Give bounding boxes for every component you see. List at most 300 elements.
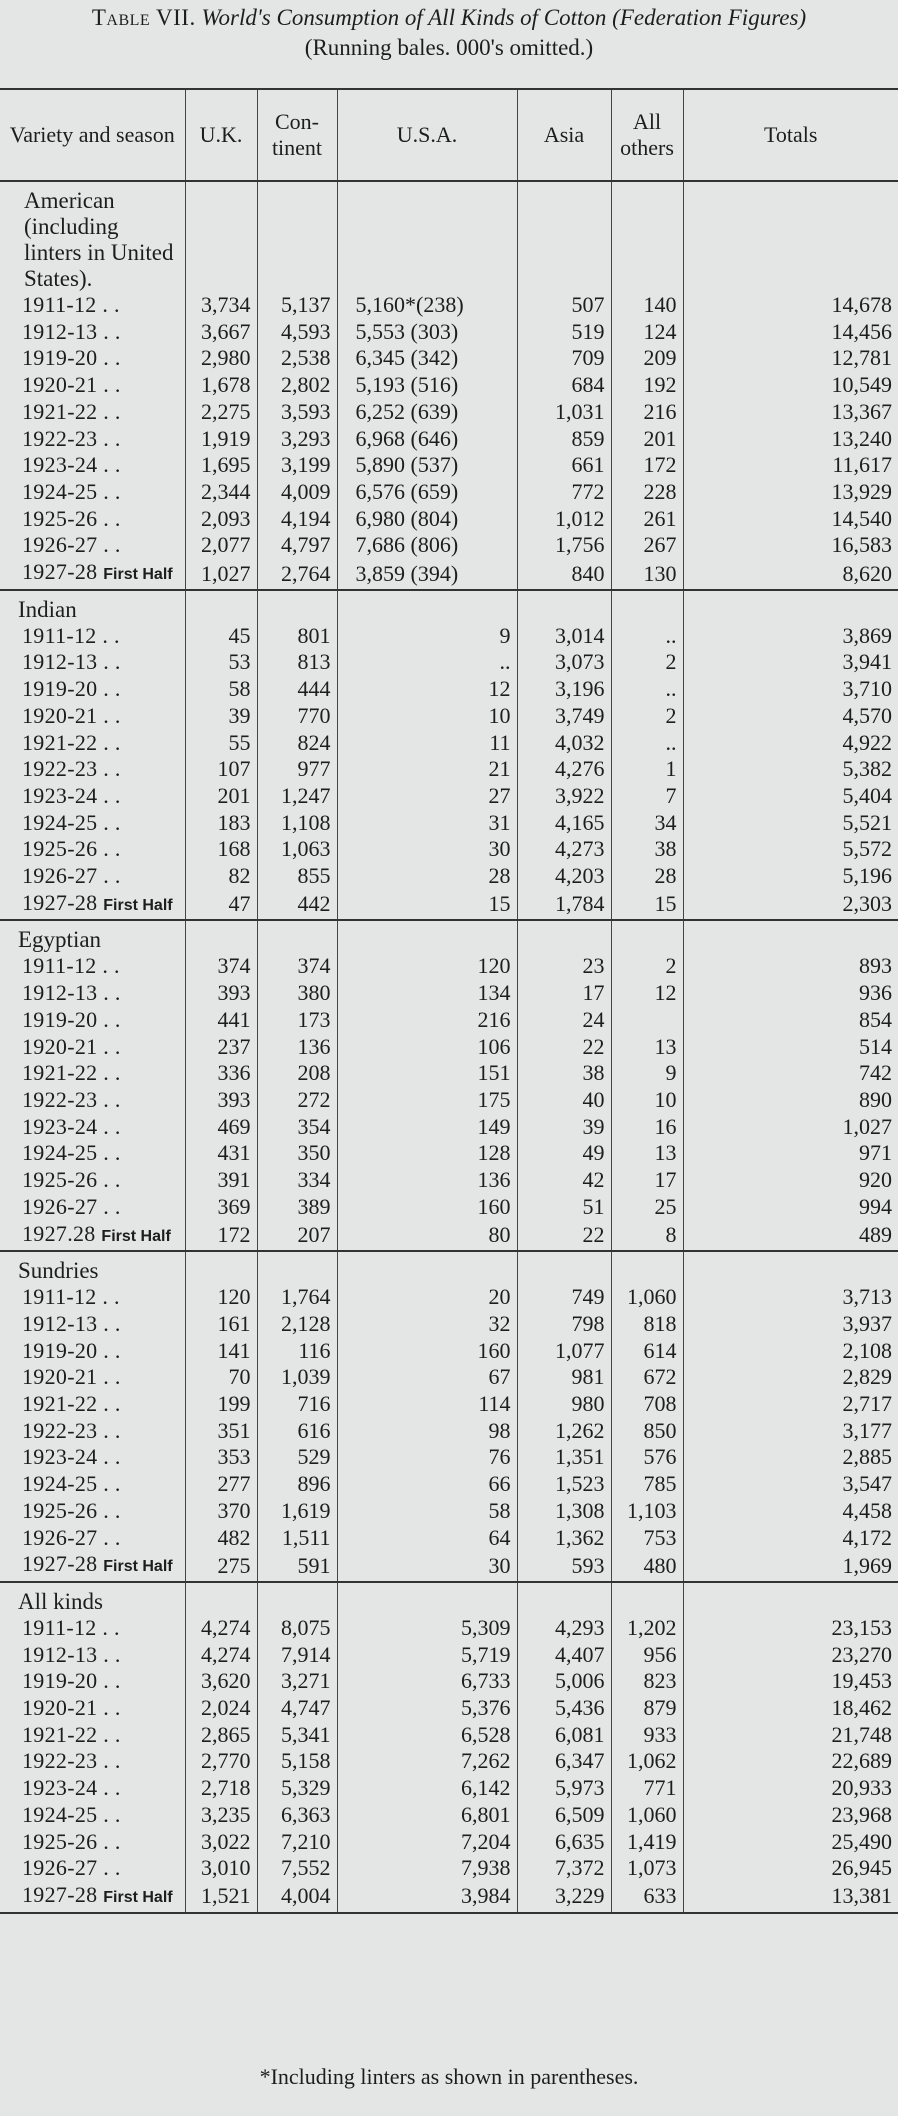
continent-cell: 5,137: [257, 292, 337, 319]
asia-cell: 4,293: [517, 1615, 611, 1642]
table-row: [0, 980, 898, 1007]
totals-cell: 994: [683, 1194, 898, 1221]
season-value: 1921-22: [22, 1391, 98, 1417]
asia-cell: 42: [517, 1167, 611, 1194]
first-half-label: First Half: [103, 566, 173, 584]
season-value: 1926-27: [22, 1524, 98, 1550]
season-value: 1926-27: [22, 532, 98, 558]
usa-cell: 15: [337, 890, 517, 921]
continent-cell: 334: [257, 1167, 337, 1194]
season-cell: 1925-26 . .: [22, 836, 121, 862]
totals-cell: 12,781: [683, 345, 898, 372]
table-row: [0, 756, 898, 783]
totals-cell: 16,583: [683, 532, 898, 559]
asia-cell: 593: [517, 1551, 611, 1582]
uk-cell: 237: [185, 1034, 257, 1061]
season-value: 1927-28: [22, 559, 98, 585]
continent-cell: 5,329: [257, 1775, 337, 1802]
continent-cell: 813: [257, 649, 337, 676]
asia-cell: 4,273: [517, 836, 611, 863]
asia-cell: 1,362: [517, 1525, 611, 1552]
group-name: Sundries: [0, 1251, 185, 1284]
uk-cell: 45: [185, 623, 257, 650]
asia-cell: 1,012: [517, 506, 611, 533]
continent-cell: 116: [257, 1338, 337, 1365]
table-body: [0, 181, 898, 1913]
usa-cell: 32: [337, 1311, 517, 1338]
table-row: [0, 676, 898, 703]
others-cell: 2: [611, 703, 683, 730]
group-header-blank: [185, 920, 257, 953]
season-cell: 1922-23 . .: [22, 756, 121, 782]
uk-cell: 141: [185, 1338, 257, 1365]
uk-cell: 3,667: [185, 319, 257, 346]
totals-cell: 14,456: [683, 319, 898, 346]
table-row: [0, 1802, 898, 1829]
usa-cell: 6,980 (804): [337, 506, 517, 533]
season-value: 1919-20: [22, 1006, 98, 1032]
asia-cell: 1,308: [517, 1498, 611, 1525]
usa-cell: 98: [337, 1418, 517, 1445]
continent-cell: 4,797: [257, 532, 337, 559]
usa-cell: 76: [337, 1444, 517, 1471]
asia-cell: 3,196: [517, 676, 611, 703]
season-cell: 1912-13 . .: [22, 1310, 121, 1336]
usa-cell: 28: [337, 863, 517, 890]
group-header-blank: [517, 1582, 611, 1615]
season-value: 1919-20: [22, 345, 98, 371]
usa-cell: 10: [337, 703, 517, 730]
header-uk: U.K.: [185, 89, 257, 181]
season-value: 1927-28: [22, 1551, 98, 1577]
continent-cell: 529: [257, 1444, 337, 1471]
group-name: All kinds: [0, 1582, 185, 1615]
continent-cell: 4,593: [257, 319, 337, 346]
usa-cell: 30: [337, 836, 517, 863]
season-value: 1922-23: [22, 1748, 98, 1774]
uk-cell: 53: [185, 649, 257, 676]
uk-cell: 39: [185, 703, 257, 730]
uk-cell: 275: [185, 1551, 257, 1582]
group-header-row: [0, 1251, 898, 1284]
group-header-blank: [683, 181, 898, 292]
others-cell: 2: [611, 953, 683, 980]
season-cell: 1919-20 . .: [22, 1337, 121, 1363]
season-value: 1911-12: [22, 292, 97, 317]
season-value: 1922-23: [22, 1417, 98, 1443]
table-row: [0, 1060, 898, 1087]
group-name: American (including linters in United States).: [24, 188, 174, 291]
uk-cell: 120: [185, 1284, 257, 1311]
usa-cell: 6,252 (639): [337, 399, 517, 426]
usa-cell: 31: [337, 810, 517, 837]
uk-cell: 2,344: [185, 479, 257, 506]
season-cell: [0, 890, 185, 921]
others-cell: 614: [611, 1338, 683, 1365]
totals-cell: 971: [683, 1140, 898, 1167]
others-cell: 25: [611, 1194, 683, 1221]
season-cell: 1924-25 . .: [22, 1471, 121, 1497]
totals-cell: 3,937: [683, 1311, 898, 1338]
totals-cell: 3,941: [683, 649, 898, 676]
totals-cell: 10,549: [683, 372, 898, 399]
continent-cell: 4,747: [257, 1695, 337, 1722]
usa-cell: 6,528: [337, 1722, 517, 1749]
table-row: [0, 1498, 898, 1525]
totals-cell: 489: [683, 1221, 898, 1252]
others-cell: 576: [611, 1444, 683, 1471]
totals-cell: 936: [683, 980, 898, 1007]
group-header-blank: [517, 920, 611, 953]
others-cell: 216: [611, 399, 683, 426]
table-row: [0, 810, 898, 837]
table-subtitle: (Running bales. 000's omitted.): [304, 35, 594, 60]
header-asia: Asia: [517, 89, 611, 181]
season-cell: 1921-22 . .: [22, 729, 121, 755]
usa-cell: 5,719: [337, 1642, 517, 1669]
usa-cell: 11: [337, 730, 517, 757]
uk-cell: 199: [185, 1391, 257, 1418]
uk-cell: 2,024: [185, 1695, 257, 1722]
season-cell: 1925-26 . .: [22, 1167, 121, 1193]
uk-cell: 3,734: [185, 292, 257, 319]
season-cell: 1922-23 . .: [22, 1086, 121, 1112]
season-cell: 1924-25 . .: [22, 1140, 121, 1166]
continent-cell: 272: [257, 1087, 337, 1114]
continent-cell: 136: [257, 1034, 337, 1061]
table-row: [0, 649, 898, 676]
asia-cell: 38: [517, 1060, 611, 1087]
others-cell: 261: [611, 506, 683, 533]
season-value: 1925-26: [22, 505, 98, 531]
season-cell: 1926-27 . .: [22, 532, 121, 558]
continent-cell: 591: [257, 1551, 337, 1582]
group-header-blank: [337, 1582, 517, 1615]
others-cell: 1,419: [611, 1829, 683, 1856]
table-row: [0, 559, 898, 590]
asia-cell: 5,436: [517, 1695, 611, 1722]
continent-cell: 3,293: [257, 426, 337, 453]
totals-cell: 20,933: [683, 1775, 898, 1802]
season-cell: 1919-20 . .: [22, 1668, 121, 1694]
group-header-blank: [517, 590, 611, 623]
first-half-label: First Half: [101, 1227, 171, 1245]
season-value: 1923-24: [22, 1113, 98, 1139]
continent-cell: 3,199: [257, 452, 337, 479]
asia-cell: 6,081: [517, 1722, 611, 1749]
continent-cell: 374: [257, 953, 337, 980]
season-value: 1925-26: [22, 1828, 98, 1854]
table-row: [0, 1418, 898, 1445]
usa-cell: 9: [337, 623, 517, 650]
usa-cell: 6,345 (342): [337, 345, 517, 372]
others-cell: 879: [611, 1695, 683, 1722]
continent-cell: 2,802: [257, 372, 337, 399]
season-value: 1912-13: [22, 1641, 98, 1667]
season-value: 1923-24: [22, 1775, 98, 1801]
others-cell: [611, 1007, 683, 1034]
continent-cell: 1,247: [257, 783, 337, 810]
uk-cell: 482: [185, 1525, 257, 1552]
table-row: [0, 1748, 898, 1775]
usa-cell: 67: [337, 1364, 517, 1391]
continent-cell: 716: [257, 1391, 337, 1418]
others-cell: 9: [611, 1060, 683, 1087]
season-value: 1925-26: [22, 836, 98, 862]
season-cell: 1926-27 . .: [22, 863, 121, 889]
table-row: [0, 1140, 898, 1167]
group-header-blank: [257, 181, 337, 292]
totals-cell: 11,617: [683, 452, 898, 479]
group-header-blank: [257, 1251, 337, 1284]
table-row: [0, 345, 898, 372]
season-cell: 1924-25 . .: [22, 478, 121, 504]
group-header-blank: [337, 920, 517, 953]
asia-cell: 840: [517, 559, 611, 590]
totals-cell: 23,968: [683, 1802, 898, 1829]
totals-cell: 1,969: [683, 1551, 898, 1582]
group-header-blank: [683, 1582, 898, 1615]
season-cell: 1926-27 . .: [22, 1524, 121, 1550]
others-cell: 209: [611, 345, 683, 372]
table-row: [0, 506, 898, 533]
table-row: [0, 1311, 898, 1338]
uk-cell: 336: [185, 1060, 257, 1087]
season-cell: 1911-12 . .: [22, 622, 120, 648]
season-value: 1926-27: [22, 863, 98, 889]
totals-cell: 5,382: [683, 756, 898, 783]
usa-cell: 27: [337, 783, 517, 810]
asia-cell: 661: [517, 452, 611, 479]
usa-cell: 128: [337, 1140, 517, 1167]
table-row: [0, 426, 898, 453]
continent-cell: 977: [257, 756, 337, 783]
asia-cell: 5,006: [517, 1668, 611, 1695]
group-header-blank: [517, 181, 611, 292]
group-header-blank: [611, 1582, 683, 1615]
totals-cell: 14,678: [683, 292, 898, 319]
uk-cell: 2,093: [185, 506, 257, 533]
season-value: 1919-20: [22, 676, 98, 702]
uk-cell: 351: [185, 1418, 257, 1445]
totals-cell: 854: [683, 1007, 898, 1034]
season-cell: 1926-27 . .: [22, 1193, 121, 1219]
season-value: 1926-27: [22, 1855, 98, 1881]
asia-cell: 507: [517, 292, 611, 319]
continent-cell: 354: [257, 1114, 337, 1141]
totals-cell: 3,547: [683, 1471, 898, 1498]
usa-cell: 3,859 (394): [337, 559, 517, 590]
others-cell: 933: [611, 1722, 683, 1749]
group-header-blank: [185, 1582, 257, 1615]
table-row: [0, 479, 898, 506]
asia-cell: 798: [517, 1311, 611, 1338]
totals-cell: 3,713: [683, 1284, 898, 1311]
usa-cell: 151: [337, 1060, 517, 1087]
table-row: [0, 1855, 898, 1882]
others-cell: 1: [611, 756, 683, 783]
continent-cell: 4,009: [257, 479, 337, 506]
others-cell: 672: [611, 1364, 683, 1391]
totals-cell: 2,108: [683, 1338, 898, 1365]
others-cell: ..: [611, 676, 683, 703]
season-value: 1924-25: [22, 809, 98, 835]
asia-cell: 1,262: [517, 1418, 611, 1445]
asia-cell: 40: [517, 1087, 611, 1114]
usa-cell: 21: [337, 756, 517, 783]
continent-cell: 3,271: [257, 1668, 337, 1695]
usa-cell: 5,890 (537): [337, 452, 517, 479]
others-cell: 633: [611, 1882, 683, 1913]
uk-cell: 161: [185, 1311, 257, 1338]
usa-cell: 7,204: [337, 1829, 517, 1856]
others-cell: 228: [611, 479, 683, 506]
season-cell: 1921-22 . .: [22, 1721, 121, 1747]
asia-cell: 1,031: [517, 399, 611, 426]
asia-cell: 3,014: [517, 623, 611, 650]
continent-cell: 855: [257, 863, 337, 890]
uk-cell: 3,010: [185, 1855, 257, 1882]
asia-cell: 980: [517, 1391, 611, 1418]
asia-cell: 3,073: [517, 649, 611, 676]
usa-cell: 6,142: [337, 1775, 517, 1802]
asia-cell: 51: [517, 1194, 611, 1221]
table-row: [0, 1034, 898, 1061]
uk-cell: 70: [185, 1364, 257, 1391]
usa-cell: 30: [337, 1551, 517, 1582]
season-value: 1919-20: [22, 1337, 98, 1363]
season-value: 1923-24: [22, 782, 98, 808]
season-value: 1927-28: [22, 1881, 98, 1907]
others-cell: 13: [611, 1034, 683, 1061]
table-row: [0, 1471, 898, 1498]
asia-cell: 4,276: [517, 756, 611, 783]
totals-cell: 13,240: [683, 426, 898, 453]
totals-cell: 893: [683, 953, 898, 980]
others-cell: 1,103: [611, 1498, 683, 1525]
table-name: World's Consumption of All Kinds of Cotton (Federation Figures): [201, 5, 807, 30]
others-cell: 753: [611, 1525, 683, 1552]
uk-cell: 353: [185, 1444, 257, 1471]
season-cell: 1912-13 . .: [22, 980, 121, 1006]
group-header-blank: [611, 590, 683, 623]
season-value: 1912-13: [22, 318, 98, 344]
season-value: 1926-27: [22, 1193, 98, 1219]
others-cell: 17: [611, 1167, 683, 1194]
table-row: [0, 1668, 898, 1695]
table-row: [0, 1284, 898, 1311]
usa-cell: 120: [337, 953, 517, 980]
season-cell: 1919-20 . .: [22, 676, 121, 702]
group-header-blank: [683, 920, 898, 953]
group-header-blank: [611, 181, 683, 292]
table-row: [0, 1114, 898, 1141]
table-row: [0, 1007, 898, 1034]
others-cell: 10: [611, 1087, 683, 1114]
season-value: 1921-22: [22, 1060, 98, 1086]
others-cell: 1,073: [611, 1855, 683, 1882]
season-cell: 1923-24 . .: [22, 452, 121, 478]
asia-cell: 39: [517, 1114, 611, 1141]
usa-cell: 114: [337, 1391, 517, 1418]
uk-cell: 172: [185, 1221, 257, 1252]
usa-cell: 7,686 (806): [337, 532, 517, 559]
season-value: 1920-21: [22, 702, 98, 728]
season-cell: 1922-23 . .: [22, 1748, 121, 1774]
usa-cell: 106: [337, 1034, 517, 1061]
season-cell: 1921-22 . .: [22, 398, 121, 424]
continent-cell: 207: [257, 1221, 337, 1252]
totals-cell: 3,869: [683, 623, 898, 650]
continent-cell: 2,128: [257, 1311, 337, 1338]
uk-cell: 1,521: [185, 1882, 257, 1913]
season-value: 1920-21: [22, 1364, 98, 1390]
table-row: [0, 1087, 898, 1114]
continent-cell: 5,158: [257, 1748, 337, 1775]
season-cell: 1923-24 . .: [22, 1113, 121, 1139]
usa-cell: 5,193 (516): [337, 372, 517, 399]
usa-cell: 6,733: [337, 1668, 517, 1695]
asia-cell: 1,784: [517, 890, 611, 921]
totals-cell: 2,885: [683, 1444, 898, 1471]
others-cell: 708: [611, 1391, 683, 1418]
group-header-blank: [337, 590, 517, 623]
usa-cell: 12: [337, 676, 517, 703]
table-row: [0, 1391, 898, 1418]
continent-cell: 6,363: [257, 1802, 337, 1829]
header-variety-season: Variety and season: [0, 89, 185, 181]
asia-cell: 772: [517, 479, 611, 506]
group-header-blank: [185, 1251, 257, 1284]
season-value: 1921-22: [22, 398, 98, 424]
asia-cell: 6,347: [517, 1748, 611, 1775]
group-header-blank: [337, 181, 517, 292]
totals-cell: 742: [683, 1060, 898, 1087]
asia-cell: 519: [517, 319, 611, 346]
uk-cell: 1,027: [185, 559, 257, 590]
usa-cell: ..: [337, 649, 517, 676]
uk-cell: 431: [185, 1140, 257, 1167]
totals-cell: 2,717: [683, 1391, 898, 1418]
uk-cell: 277: [185, 1471, 257, 1498]
continent-cell: 208: [257, 1060, 337, 1087]
others-cell: 201: [611, 426, 683, 453]
others-cell: 38: [611, 836, 683, 863]
asia-cell: 6,509: [517, 1802, 611, 1829]
others-cell: 12: [611, 980, 683, 1007]
uk-cell: 441: [185, 1007, 257, 1034]
uk-cell: 183: [185, 810, 257, 837]
group-header-blank: [517, 1251, 611, 1284]
season-cell: 1924-25 . .: [22, 809, 121, 835]
consumption-table: [0, 88, 898, 1914]
season-cell: 1921-22 . .: [22, 1060, 121, 1086]
table-row: [0, 1695, 898, 1722]
season-value: 1912-13: [22, 649, 98, 675]
season-value: 1911-12: [22, 622, 97, 648]
others-cell: 823: [611, 1668, 683, 1695]
continent-cell: 616: [257, 1418, 337, 1445]
group-name: Egyptian: [0, 920, 185, 953]
season-cell: 1924-25 . .: [22, 1801, 121, 1827]
continent-cell: 389: [257, 1194, 337, 1221]
usa-cell: 6,801: [337, 1802, 517, 1829]
continent-cell: 1,619: [257, 1498, 337, 1525]
usa-cell: 80: [337, 1221, 517, 1252]
season-cell: 1922-23 . .: [22, 1417, 121, 1443]
group-header-row: [0, 920, 898, 953]
uk-cell: 1,678: [185, 372, 257, 399]
